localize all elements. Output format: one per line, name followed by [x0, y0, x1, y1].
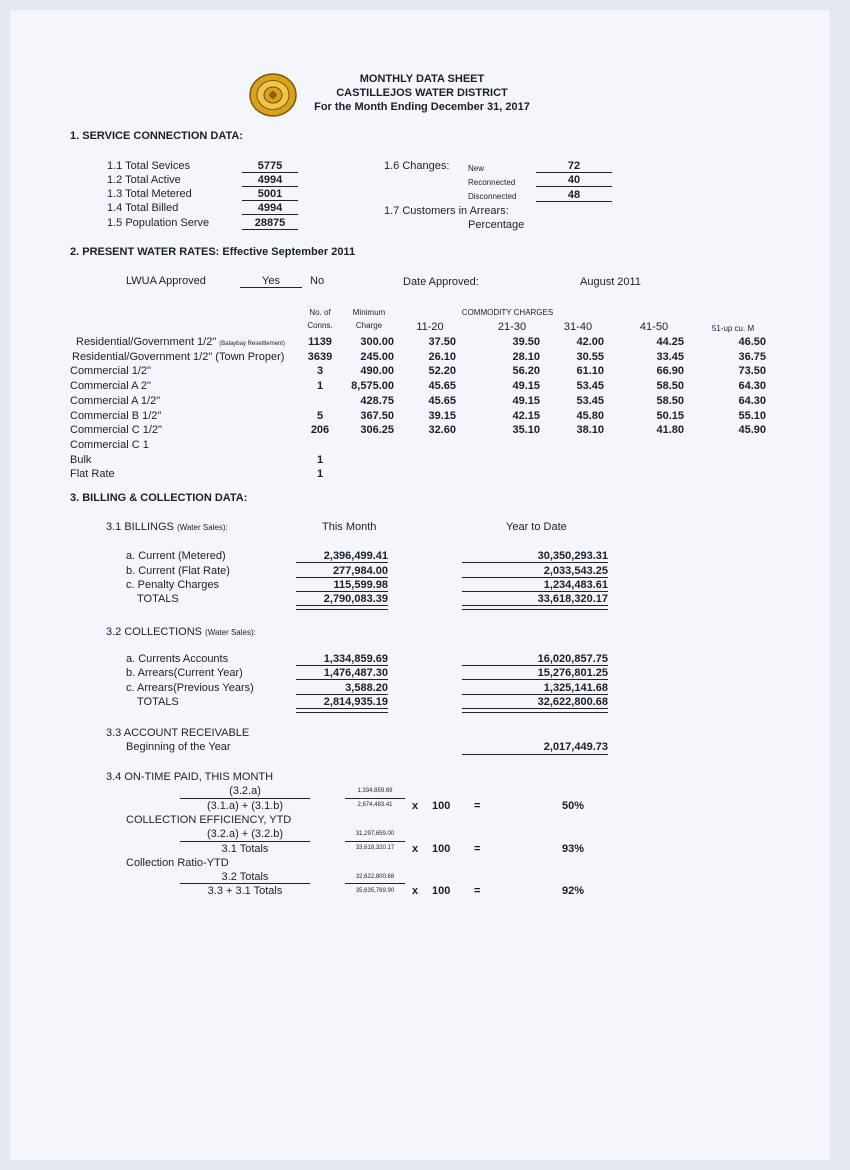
commodity-charge: 42.15 [512, 410, 540, 422]
range-header: 41-50 [639, 321, 669, 333]
hundred: 100 [432, 885, 451, 897]
change-value: 48 [536, 189, 612, 202]
receivable-label: 3.3 ACCOUNT RECEIVABLE [106, 727, 250, 739]
rate-class-label: Commercial B 1/2" [70, 410, 162, 422]
commodity-charge: 45.65 [428, 380, 456, 392]
year-to-date-heading: Year to Date [506, 521, 567, 533]
connections-count: 1 [316, 380, 324, 392]
rate-class-label: Commercial C 1/2" [70, 424, 162, 436]
ontime-label: 3.4 ON-TIME PAID, THIS MONTH [106, 771, 274, 783]
collection-ratio-result: 92% [562, 885, 585, 897]
collection-label: a. Currents Accounts [126, 653, 229, 665]
rule [296, 591, 388, 592]
commodity-charge: 66.90 [656, 365, 684, 377]
service-label: 1.4 Total Billed [107, 202, 179, 214]
commodity-charge: 39.50 [512, 336, 540, 348]
minimum-charge: 367.50 [360, 410, 394, 422]
lwua-no: No [310, 275, 325, 287]
rate-class-label: Commercial A 1/2" [70, 395, 161, 407]
service-value: 5775 [242, 160, 298, 173]
service-value: 4994 [242, 202, 298, 215]
commodity-heading: COMMODITY CHARGES [461, 308, 554, 317]
fraction-bar [345, 798, 405, 799]
col-head-conns: Conns. [307, 321, 333, 330]
billing-total-month: 2,790,083.39 [323, 593, 388, 605]
billing-ytd: 1,234,483.61 [543, 579, 608, 591]
collection-total-label: TOTALS [137, 696, 179, 708]
rule [296, 679, 388, 680]
rate-class-name [72, 351, 284, 363]
this-month-heading: This Month [322, 521, 377, 533]
efficiency-result: 93% [562, 843, 585, 855]
connections-count: 1 [316, 468, 324, 480]
equals-sign: = [474, 885, 481, 897]
collection-label: c. Arrears(Previous Years) [126, 682, 254, 694]
commodity-charge: 58.50 [656, 395, 684, 407]
minimum-charge: 300.00 [360, 336, 394, 348]
date-approved-value: August 2011 [580, 276, 641, 288]
lwua-yes: Yes [240, 275, 302, 288]
double-rule [462, 605, 608, 610]
collection-ytd: 1,325,141.68 [543, 682, 608, 694]
service-label: 1.5 Population Serve [107, 217, 210, 229]
commodity-charge: 58.50 [656, 380, 684, 392]
rate-class-name [76, 336, 285, 348]
commodity-charge: 61.10 [576, 365, 604, 377]
ontime-denominator: (3.1.a) + (3.1.b) [206, 800, 284, 812]
billing-ytd: 2,033,543.25 [543, 565, 608, 577]
commodity-charge: 53.45 [576, 395, 604, 407]
fraction-bar [345, 883, 405, 884]
rule [462, 679, 608, 680]
service-label: 1.1 Total Sevices [107, 160, 190, 172]
commodity-charge: 32.60 [428, 424, 456, 436]
efficiency-numerator: (3.2.a) + (3.2.b) [206, 828, 284, 840]
rate-class-label: Commercial A 2" [70, 380, 151, 392]
commodity-charge: 45.90 [738, 424, 766, 436]
connections-count: 3639 [307, 351, 333, 363]
commodity-charge: 46.50 [738, 336, 766, 348]
change-type: New [468, 164, 485, 173]
rule [296, 562, 388, 563]
range-header: 21-30 [497, 321, 527, 333]
commodity-charge: 28.10 [512, 351, 540, 363]
commodity-charge: 49.15 [512, 395, 540, 407]
col-head-min: Charge [355, 321, 383, 330]
commodity-charge: 42.00 [576, 336, 604, 348]
rate-class-label: Residential/Government 1/2" (Town Proper) [72, 351, 285, 363]
billing-total-ytd: 33,618,320.17 [537, 593, 608, 605]
times-sign: x [412, 800, 419, 812]
billing-month: 115,599.98 [333, 579, 388, 591]
efficiency-denominator-value: 33,618,320.17 [355, 845, 395, 851]
commodity-charge: 35.10 [512, 424, 540, 436]
commodity-charge: 53.45 [576, 380, 604, 392]
billing-total-label: TOTALS [137, 593, 179, 605]
equals-sign: = [474, 800, 481, 812]
commodity-charge: 44.25 [656, 336, 684, 348]
collection-month: 1,476,487.30 [323, 667, 388, 679]
service-label: 1.2 Total Active [107, 174, 181, 186]
water-district-seal-icon [248, 72, 298, 118]
receivable-value: 2,017,449.73 [543, 741, 608, 753]
section-billing-heading: 3. BILLING & COLLECTION DATA: [70, 492, 248, 504]
billing-label: b. Current (Flat Rate) [126, 565, 230, 577]
rate-class-label: Bulk [70, 454, 92, 466]
rule [296, 694, 388, 695]
ontime-numerator: (3.2.a) [229, 785, 261, 797]
commodity-charge: 73.50 [738, 365, 766, 377]
efficiency-denominator: 3.1 Totals [221, 843, 269, 855]
section-rates-heading: 2. PRESENT WATER RATES: Effective September 2011 [70, 246, 356, 258]
minimum-charge: 306.25 [360, 424, 394, 436]
rate-class-name [70, 454, 91, 466]
commodity-charge: 55.10 [738, 410, 766, 422]
service-value: 28875 [242, 217, 298, 230]
fraction-bar [180, 798, 310, 799]
minimum-charge: 245.00 [360, 351, 394, 363]
collection-total-month: 2,814,935.19 [323, 696, 388, 708]
commodity-charge: 50.15 [656, 410, 684, 422]
service-value: 5001 [242, 188, 298, 201]
rate-class-name [70, 424, 162, 436]
hundred: 100 [432, 843, 451, 855]
connections-count: 1139 [308, 336, 332, 348]
collection-ratio-numerator-value: 32,622,800.68 [355, 874, 395, 880]
commodity-charge: 30.55 [576, 351, 604, 363]
rule [462, 694, 608, 695]
range-header: 51-up cu. M [711, 324, 755, 333]
rate-class-note: (Balaybay Resettlement) [219, 341, 285, 347]
fraction-bar [180, 883, 310, 884]
rate-class-name [70, 395, 160, 407]
minimum-charge: 8,575.00 [351, 380, 394, 392]
equals-sign: = [474, 843, 481, 855]
connections-count: 5 [316, 410, 324, 422]
collections-label [106, 626, 256, 638]
change-type: Disconnected [468, 192, 517, 201]
commodity-charge: 41.80 [656, 424, 684, 436]
change-value: 40 [536, 174, 612, 187]
report-period: For the Month Ending December 31, 2017 [314, 101, 530, 113]
commodity-charge: 49.15 [512, 380, 540, 392]
commodity-charge: 26.10 [428, 351, 456, 363]
fraction-bar [345, 841, 405, 842]
billing-month: 277,984.00 [332, 565, 388, 577]
double-rule [296, 708, 388, 713]
double-rule [296, 605, 388, 610]
receivable-sub: Beginning of the Year [126, 741, 231, 753]
rate-class-name [70, 439, 149, 451]
rate-class-label: Commercial 1/2" [70, 365, 151, 377]
billings-sub: (Water Sales): [176, 523, 228, 532]
fraction-bar [180, 841, 310, 842]
rate-class-label: Flat Rate [70, 468, 115, 480]
rule [462, 591, 608, 592]
collection-ratio-label: Collection Ratio-YTD [126, 857, 229, 869]
service-label: 1.3 Total Metered [107, 188, 192, 200]
billings-label [106, 521, 228, 533]
col-head-min: Minimum [352, 308, 386, 317]
connections-count: 206 [310, 424, 330, 436]
efficiency-numerator-value: 31,297,659.00 [355, 831, 395, 837]
service-value: 4994 [242, 174, 298, 187]
collection-ratio-denominator: 3.3 + 3.1 Totals [207, 885, 283, 897]
rule [462, 754, 608, 755]
commodity-charge: 52.20 [428, 365, 456, 377]
commodity-charge: 39.15 [428, 410, 456, 422]
rate-class-label: Residential/Government 1/2" [76, 336, 217, 348]
ontime-denominator-value: 2,674,483.41 [357, 802, 393, 808]
range-header: 31-40 [563, 321, 593, 333]
change-type: Reconnected [468, 178, 516, 187]
change-value: 72 [536, 160, 612, 173]
percentage-label: Percentage [468, 219, 525, 231]
rule [462, 562, 608, 563]
commodity-charge: 33.45 [656, 351, 684, 363]
billing-month: 2,396,499.41 [323, 550, 388, 562]
collection-ratio-denominator-value: 35,635,769.90 [355, 888, 395, 894]
commodity-charge: 56.20 [512, 365, 540, 377]
rate-class-name [70, 410, 161, 422]
col-head-conns: No. of [309, 308, 331, 317]
billing-ytd: 30,350,293.31 [537, 550, 608, 562]
range-header: 11-20 [416, 321, 444, 333]
commodity-charge: 45.80 [576, 410, 604, 422]
collection-ytd: 15,276,801.25 [537, 667, 608, 679]
collections-sub: (Water Sales): [205, 628, 256, 637]
rule [296, 577, 388, 578]
document-title: MONTHLY DATA SHEET [359, 73, 485, 85]
times-sign: x [412, 843, 419, 855]
commodity-charge: 37.50 [428, 336, 456, 348]
billings-title: 3.1 BILLINGS [106, 521, 174, 533]
billing-label: a. Current (Metered) [126, 550, 226, 562]
collection-total-ytd: 32,622,800.68 [537, 696, 608, 708]
ontime-result: 50% [562, 800, 585, 812]
rule [296, 665, 388, 666]
rate-class-name [70, 365, 151, 377]
collection-month: 1,334,859.69 [323, 653, 388, 665]
commodity-charge: 45.65 [428, 395, 456, 407]
hundred: 100 [432, 800, 451, 812]
changes-label: 1.6 Changes: [384, 160, 450, 172]
commodity-charge: 64.30 [738, 380, 766, 392]
rule [462, 577, 608, 578]
times-sign: x [412, 885, 419, 897]
rate-class-name [70, 468, 115, 480]
collection-ytd: 16,020,857.75 [537, 653, 608, 665]
commodity-charge: 64.30 [738, 395, 766, 407]
section-service-heading: 1. SERVICE CONNECTION DATA: [70, 130, 243, 142]
collection-month: 3,588.20 [345, 682, 388, 694]
commodity-charge: 38.10 [576, 424, 604, 436]
arrears-label: 1.7 Customers in Arrears: [384, 205, 509, 217]
minimum-charge: 490.00 [360, 365, 394, 377]
collection-label: b. Arrears(Current Year) [126, 667, 243, 679]
connections-count: 3 [316, 365, 324, 377]
date-approved-label: Date Approved: [403, 276, 479, 288]
billing-label: c. Penalty Charges [126, 579, 219, 591]
ontime-numerator-value: 1,334,859.69 [357, 788, 393, 794]
collections-title: 3.2 COLLECTIONS [106, 626, 202, 638]
commodity-charge: 36.75 [738, 351, 766, 363]
rule [462, 665, 608, 666]
lwua-label: LWUA Approved [126, 275, 206, 287]
rate-class-name [70, 380, 151, 392]
rate-class-label: Commercial C 1 [70, 439, 149, 451]
connections-count: 1 [316, 454, 324, 466]
minimum-charge: 428.75 [360, 395, 394, 407]
efficiency-label: COLLECTION EFFICIENCY, YTD [126, 814, 292, 826]
double-rule [462, 708, 608, 713]
district-name: CASTILLEJOS WATER DISTRICT [336, 87, 508, 99]
collection-ratio-numerator: 3.2 Totals [221, 871, 269, 883]
